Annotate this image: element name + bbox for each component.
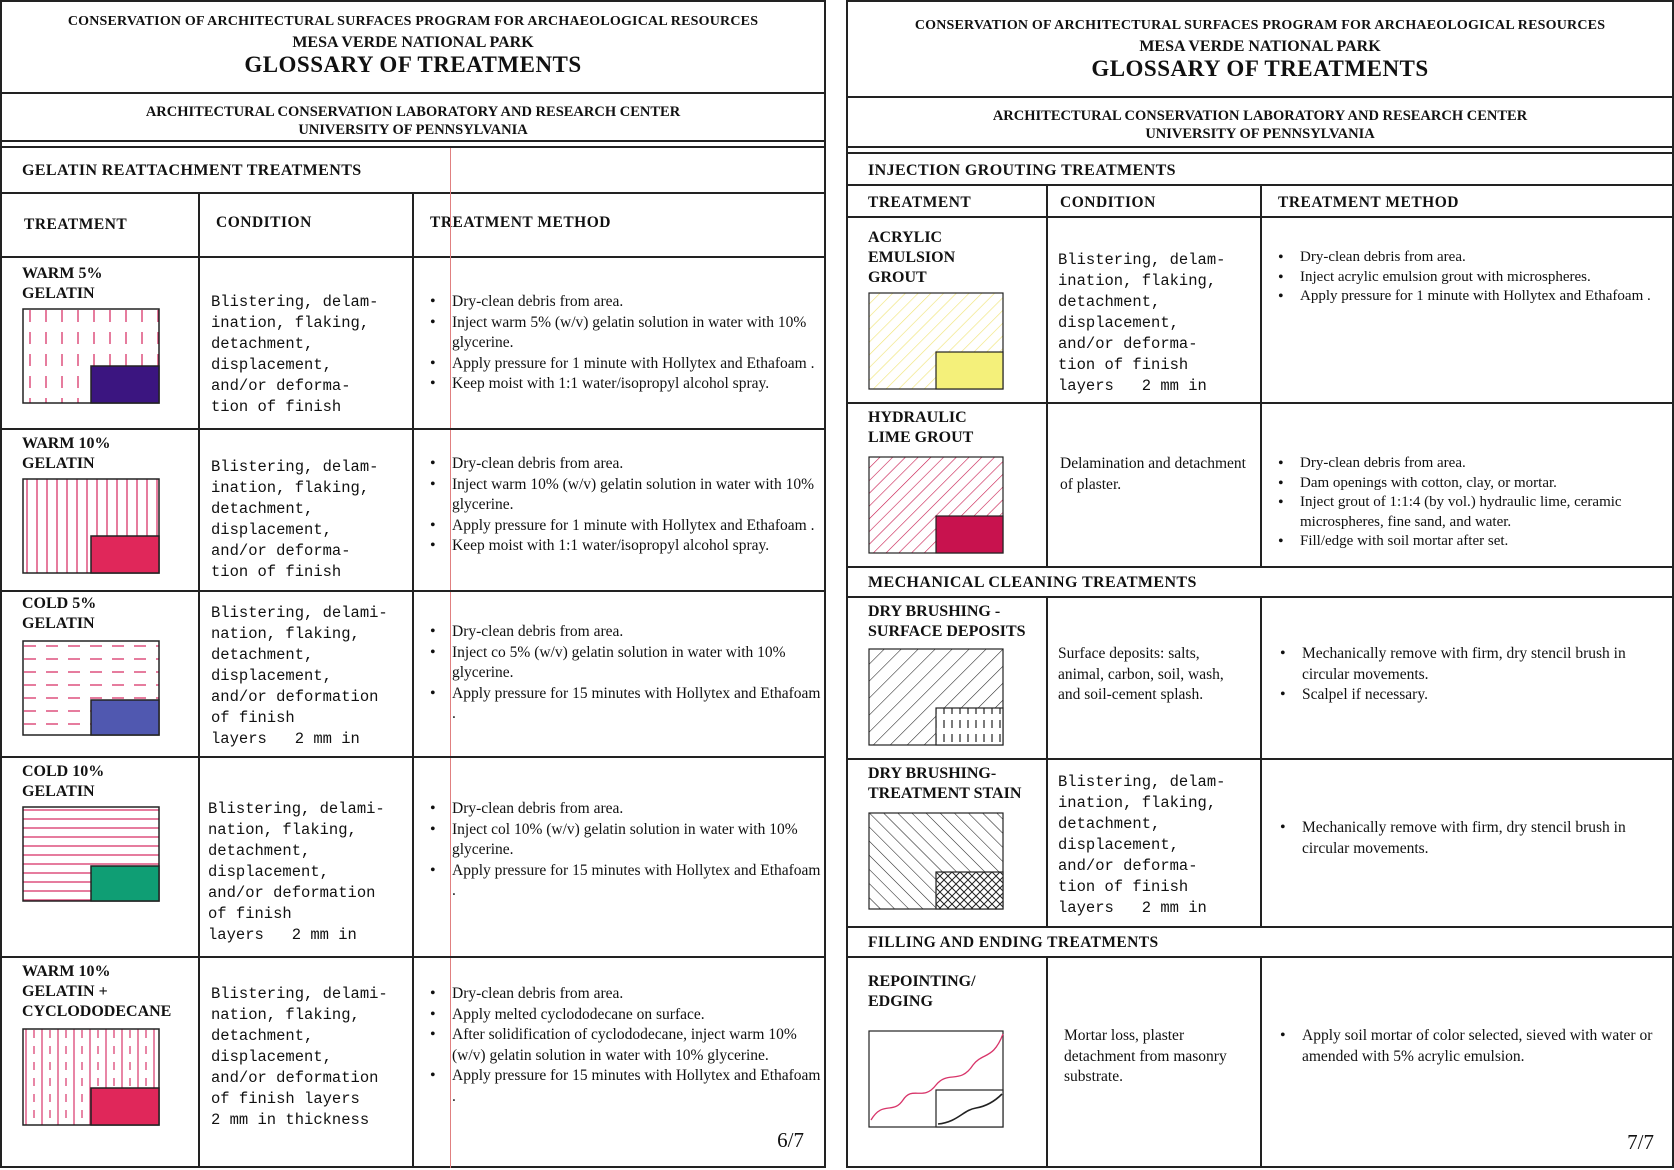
method-step: • Dam openings with cotton, clay, or mortar. [1278, 474, 1672, 494]
swatch-fill [936, 516, 1003, 553]
condition-text: Blistering, delami- nation, flaking, detachment, displacement, and/or deformation of finish layers 2 mm in [208, 800, 385, 944]
condition-text: Mortar loss, plaster detachment from masonry substrate. [1064, 1027, 1227, 1085]
university-name: UNIVERSITY OF PENNSYLVANIA [298, 122, 528, 138]
method-list [1278, 248, 1658, 307]
treatment-swatch [22, 1028, 160, 1126]
method-step: • Inject grout of 1:1:4 (by vol.) hydraulic lime, ceramic microspheres, fine sand, and water. [1278, 493, 1672, 532]
method-step: • Dry-clean debris from area. [430, 984, 822, 1005]
treatment-swatch [22, 478, 160, 574]
column-header-method: TREATMENT METHOD [430, 214, 611, 231]
method-step: • Mechanically remove with firm, dry stencil brush in circular movements. [1280, 818, 1660, 859]
column-header-method: TREATMENT METHOD [1278, 194, 1459, 211]
swatch-fill [91, 1088, 159, 1125]
lab-header [2, 100, 824, 142]
section-title-gelatin: GELATIN REATTACHMENT TREATMENTS [2, 148, 824, 194]
method-list [430, 292, 822, 395]
method-step: • Apply pressure for 15 minutes with Hollytex and Ethafoam . [430, 861, 822, 902]
method-list [430, 799, 822, 902]
method-step: • Dry-clean debris from area. [430, 799, 822, 820]
lab-name: ARCHITECTURAL CONSERVATION LABORATORY AND RESEARCH CENTER [145, 104, 681, 120]
method-list [1280, 818, 1660, 859]
column-header-treatment: TREATMENT [868, 194, 972, 211]
method-step: • Inject col 10% (w/v) gelatin solution in water with 10% glycerine. [430, 820, 822, 861]
swatch-fill [91, 700, 159, 735]
method-step: • Keep moist with 1:1 water/isopropyl alcohol spray. [430, 374, 822, 395]
condition-text: Delamination and detachment of plaster. [1060, 455, 1246, 493]
method-step: • Keep moist with 1:1 water/isopropyl alcohol spray. [430, 536, 822, 557]
lab-header [848, 104, 1672, 148]
condition-text: Blistering, delam- ination, flaking, detachment, displacement, and/or deforma- tion of finish [211, 293, 379, 416]
method-step: • After solidification of cyclododecane, inject warm 10% (w/v) gelatin solution in water with 10% glycerine. [430, 1025, 822, 1066]
method-step: • Dry-clean debris from area. [430, 454, 822, 475]
column-header-condition: CONDITION [1060, 194, 1156, 211]
method-step: • Dry-clean debris from area. [430, 622, 822, 643]
method-step: • Scalpel if necessary. [1280, 685, 1660, 706]
method-step: • Dry-clean debris from area. [1278, 248, 1658, 268]
treatment-name: DRY BRUSHING - SURFACE DEPOSITS [868, 603, 1026, 640]
condition-text: Blistering, delam- ination, flaking, detachment, displacement, and/or deforma- tion of finish layers 2 mm in [1058, 773, 1226, 917]
section-title-mechanical: MECHANICAL CLEANING TREATMENTS [848, 568, 1672, 598]
condition-text: Blistering, delami- nation, flaking, detachment, displacement, and/or deformation of finish layers 2 mm in [211, 604, 388, 748]
method-step: • Apply pressure for 15 minutes with Hollytex and Ethafoam . [430, 684, 822, 725]
program-name: CONSERVATION OF ARCHITECTURAL SURFACES PROGRAM FOR ARCHAEOLOGICAL RESOURCES [67, 14, 759, 29]
section-title-filling: FILLING AND ENDING TREATMENTS [848, 928, 1672, 958]
page-6 [0, 0, 826, 1168]
page-number: 7/7 [1627, 1130, 1654, 1154]
method-list [1280, 644, 1660, 706]
page-7 [846, 0, 1674, 1168]
section-title-injection: INJECTION GROUTING TREATMENTS [848, 154, 1672, 186]
method-step: • Fill/edge with soil mortar after set. [1278, 532, 1672, 552]
method-step: • Inject acrylic emulsion grout with microspheres. [1278, 268, 1658, 288]
swatch-fill [91, 866, 159, 901]
method-step: • Apply pressure for 1 minute with Hollytex and Ethafoam . [1278, 287, 1658, 307]
park-name: MESA VERDE NATIONAL PARK [292, 34, 534, 51]
treatment-name: HYDRAULIC LIME GROUT [868, 409, 974, 446]
document-header [848, 2, 1672, 98]
treatment-name: COLD 10% GELATIN [22, 763, 105, 800]
swatch-fill [936, 352, 1003, 389]
treatment-name: COLD 5% GELATIN [22, 595, 97, 632]
method-step: • Apply pressure for 15 minutes with Hollytex and Ethafoam . [430, 1066, 822, 1107]
treatment-name: WARM 10% GELATIN + CYCLODODECANE [22, 963, 172, 1020]
program-name: CONSERVATION OF ARCHITECTURAL SURFACES PROGRAM FOR ARCHAEOLOGICAL RESOURCES [914, 18, 1606, 33]
column-header-treatment: TREATMENT [24, 216, 128, 233]
method-list [1278, 454, 1672, 552]
condition-text: Blistering, delam- ination, flaking, detachment, displacement, and/or deforma- tion of finish layers 2 mm in [1058, 251, 1226, 395]
method-list [430, 984, 822, 1107]
condition-text: Surface deposits: salts, animal, carbon, soil, wash, and soil-cement splash. [1058, 645, 1224, 703]
treatment-swatch [22, 308, 160, 404]
column-header-condition: CONDITION [216, 214, 312, 231]
method-step: • Apply pressure for 1 minute with Hollytex and Ethafoam . [430, 354, 822, 375]
document-header [2, 2, 824, 94]
method-list [1280, 1026, 1660, 1067]
treatment-swatch [22, 640, 160, 736]
university-name: UNIVERSITY OF PENNSYLVANIA [1145, 126, 1375, 142]
condition-text: Blistering, delami- nation, flaking, detachment, displacement, and/or deformation of finish layers 2 mm in thickness [211, 985, 388, 1129]
treatment-name: WARM 5% GELATIN [22, 265, 103, 302]
treatment-swatch [868, 456, 1004, 554]
swatch-fill [91, 536, 159, 573]
document-title: GLOSSARY OF TREATMENTS [244, 52, 582, 77]
treatment-swatch [868, 292, 1004, 390]
treatment-swatch [868, 648, 1004, 746]
method-step: • Inject warm 10% (w/v) gelatin solution in water with 10% glycerine. [430, 475, 822, 516]
page-number: 6/7 [777, 1128, 804, 1152]
swatch-fill [91, 366, 159, 403]
lab-name: ARCHITECTURAL CONSERVATION LABORATORY AND RESEARCH CENTER [992, 108, 1528, 124]
method-step: • Inject co 5% (w/v) gelatin solution in water with 10% glycerine. [430, 643, 822, 684]
method-step: • Apply melted cyclododecane on surface. [430, 1005, 822, 1026]
method-list [430, 622, 822, 725]
method-list [430, 454, 822, 557]
park-name: MESA VERDE NATIONAL PARK [1139, 38, 1381, 55]
document-title: GLOSSARY OF TREATMENTS [1091, 56, 1429, 81]
method-step: • Dry-clean debris from area. [1278, 454, 1672, 474]
treatment-name: WARM 10% GELATIN [22, 435, 111, 472]
treatment-name: REPOINTING/ EDGING [868, 973, 976, 1010]
method-step: • Apply soil mortar of color selected, sieved with water or amended with 5% acrylic emulsion. [1280, 1026, 1660, 1067]
treatment-swatch [868, 1030, 1004, 1128]
treatment-swatch [868, 812, 1004, 910]
method-step: • Mechanically remove with firm, dry stencil brush in circular movements. [1280, 644, 1660, 685]
method-step: • Apply pressure for 1 minute with Hollytex and Ethafoam . [430, 516, 822, 537]
treatment-swatch [22, 806, 160, 902]
condition-text: Blistering, delam- ination, flaking, detachment, displacement, and/or deforma- tion of finish [211, 458, 379, 581]
treatment-name: DRY BRUSHING- TREATMENT STAIN [868, 765, 1022, 802]
treatment-name: ACRYLIC EMULSION GROUT [868, 229, 956, 286]
method-step: • Dry-clean debris from area. [430, 292, 822, 313]
method-step: • Inject warm 5% (w/v) gelatin solution in water with 10% glycerine. [430, 313, 822, 354]
